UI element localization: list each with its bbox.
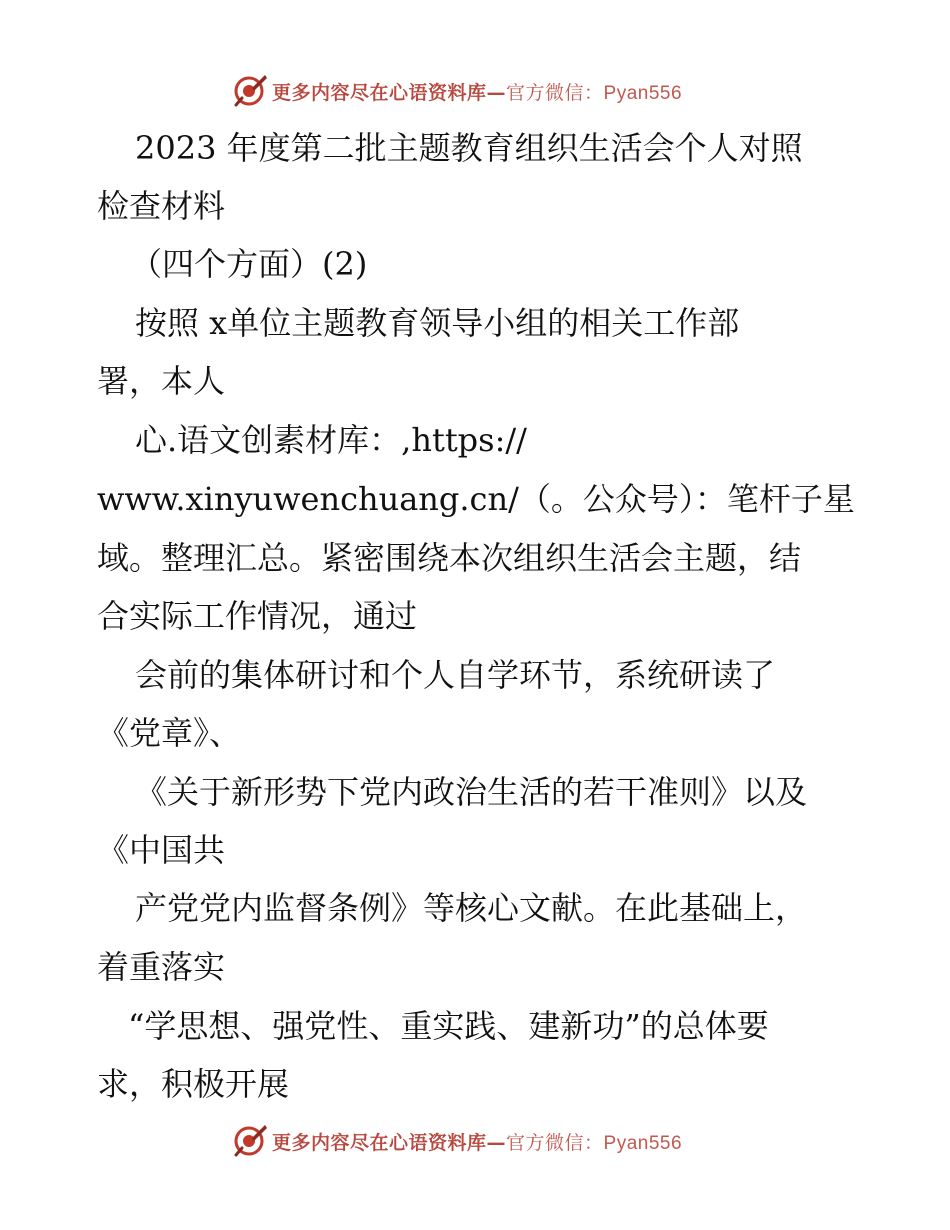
text-line: “学思想、强党性、重实践、建新功”的总体要	[128, 1007, 769, 1045]
text-line: 着重落实	[97, 948, 226, 986]
logo-icon	[232, 72, 268, 108]
text-line: 心.语文创素材库：,https://	[135, 421, 527, 459]
text-line: 求，积极开展	[97, 1065, 290, 1103]
banner-wechat-id: Pyan556	[603, 83, 683, 104]
banner-text	[272, 1128, 682, 1155]
banner-official-label: 官方微信：	[506, 1132, 604, 1154]
text-line: 2023 年度第二批主题教育组织生活会个人对照	[135, 129, 803, 167]
banner-main-text: 更多内容尽在心语资料库	[272, 82, 487, 104]
footer-banner	[0, 1120, 950, 1160]
text-line: （四个方面）(2)	[130, 245, 368, 283]
text-line: 域。整理汇总。紧密围绕本次组织生活会主题，结	[97, 539, 802, 577]
text-line: 产党党内监督条例》等核心文献。在此基础上，	[135, 889, 808, 927]
banner-text	[272, 78, 682, 105]
banner-official-label: 官方微信：	[506, 82, 604, 104]
text-line: www.xinyuwenchuang.cn/（。公众号）：笔杆子星	[97, 480, 855, 518]
text-line: 会前的集体研讨和个人自学环节，系统研读了	[135, 656, 776, 694]
text-line: 合实际工作情况，通过	[97, 597, 418, 635]
banner-separator: —	[486, 82, 507, 104]
text-line: 《中国共	[97, 831, 226, 869]
text-line: 检查材料	[97, 187, 226, 225]
text-line: 《党章》、	[97, 714, 242, 752]
banner-main-text: 更多内容尽在心语资料库	[272, 1132, 487, 1154]
text-line: 署，本人	[97, 362, 226, 400]
text-line: 《关于新形势下党内政治生活的若干准则》以及	[135, 773, 808, 811]
banner-separator: —	[486, 1132, 507, 1154]
logo-icon	[232, 1122, 268, 1158]
header-banner	[0, 70, 950, 110]
text-line: 按照 x单位主题教育领导小组的相关工作部	[135, 304, 740, 342]
banner-wechat-id: Pyan556	[603, 1133, 683, 1154]
